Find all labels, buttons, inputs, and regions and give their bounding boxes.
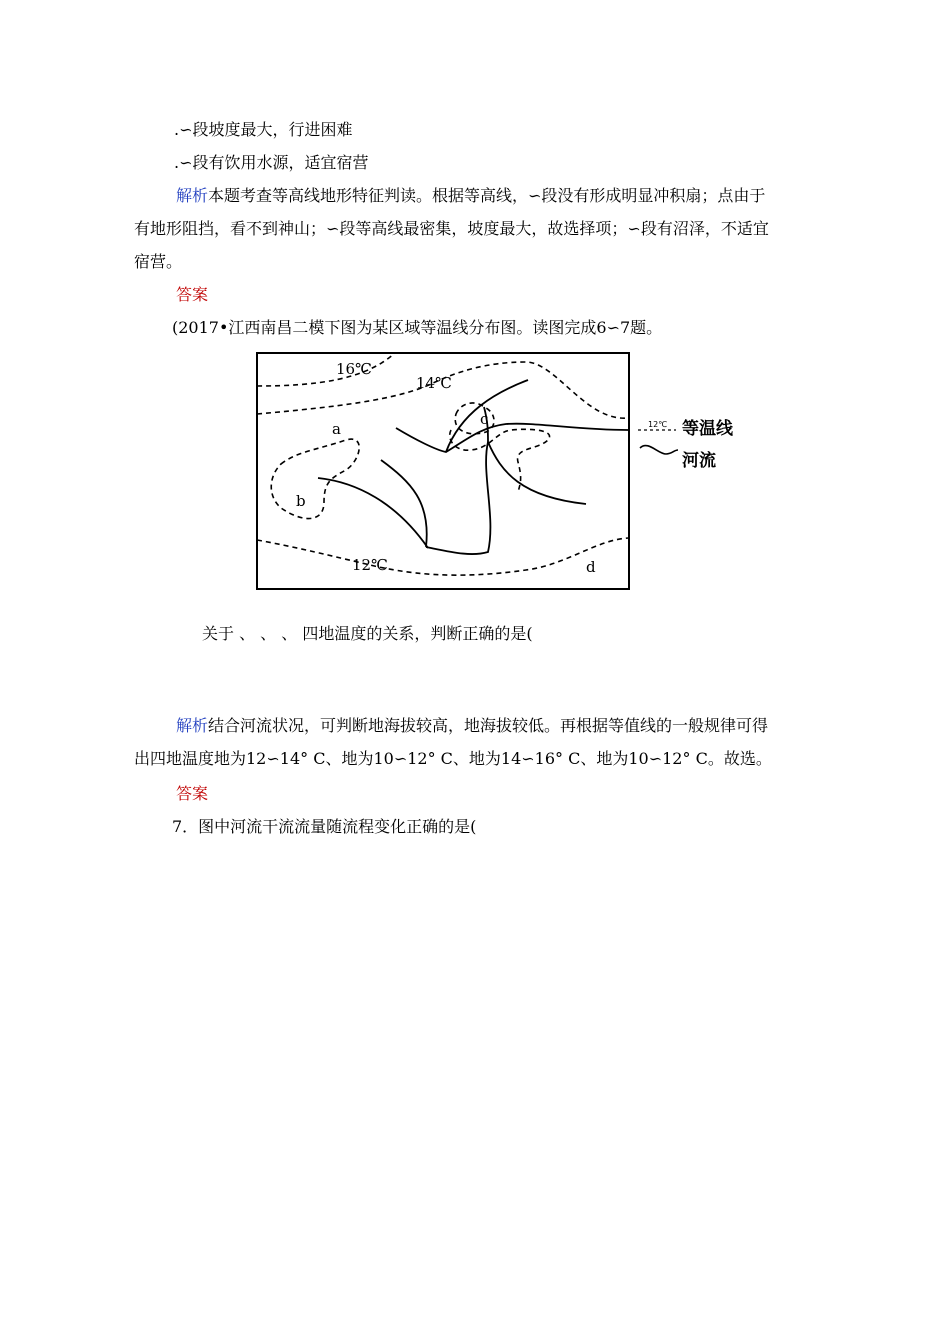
question-7-text: 7．图中河流干流流量随流程变化正确的是( bbox=[172, 817, 477, 836]
answer-label-2: 答案 bbox=[176, 784, 209, 803]
question-intro: (2017•江西南昌二模下图为某区域等温线分布图。读图完成6∽7题。 bbox=[172, 318, 663, 337]
option-text-2: .∽段有饮用水源，适宜宿营 bbox=[174, 153, 369, 172]
option-text-1: .∽段坡度最大，行进困难 bbox=[174, 120, 353, 139]
label-12c: 12℃ bbox=[352, 556, 388, 574]
map-legend bbox=[636, 410, 756, 470]
label-16c: 16℃ bbox=[336, 360, 372, 378]
analysis-text-2: 结合河流状况，可判断地海拔较高，地海拔较低。再根据等值线的一般规律可得 bbox=[208, 716, 769, 735]
analysis-paragraph-2-cont: 出四地温度地为12∽14° C、地为10∽12° C、地为14∽16° C、地为10∽12° C。故选。 bbox=[134, 749, 772, 768]
legend-isotherm-label: 等温线 bbox=[682, 419, 733, 439]
point-d-label: d bbox=[586, 558, 596, 576]
isotherm-map bbox=[256, 352, 630, 590]
question-6-text: 关于 、 、 、 四地温度的关系，判断正确的是( bbox=[202, 624, 533, 643]
analysis-tag: 解析 bbox=[176, 186, 209, 205]
legend-sample-value: 12℃ bbox=[648, 420, 668, 429]
legend-river-icon bbox=[640, 446, 678, 454]
analysis-tag-2: 解析 bbox=[176, 716, 209, 735]
point-a-label: a bbox=[332, 420, 341, 438]
analysis-text: 本题考查等高线地形特征判读。根据等高线，∽段没有形成明显冲积扇；点由于 bbox=[208, 186, 766, 205]
answer-label-1: 答案 bbox=[176, 285, 209, 304]
analysis-paragraph-1-end: 宿营。 bbox=[134, 252, 183, 271]
point-c-label: c bbox=[480, 410, 489, 428]
point-b-label: b bbox=[296, 492, 306, 510]
analysis-paragraph-1-cont: 有地形阻挡，看不到神山；∽段等高线最密集，坡度最大，故选择项；∽段有沼泽，不适宜 bbox=[134, 219, 769, 238]
analysis-paragraph-1 bbox=[176, 186, 765, 206]
legend-river-label: 河流 bbox=[682, 451, 716, 471]
analysis-paragraph-2 bbox=[176, 716, 768, 736]
label-14c: 14℃ bbox=[416, 374, 452, 392]
